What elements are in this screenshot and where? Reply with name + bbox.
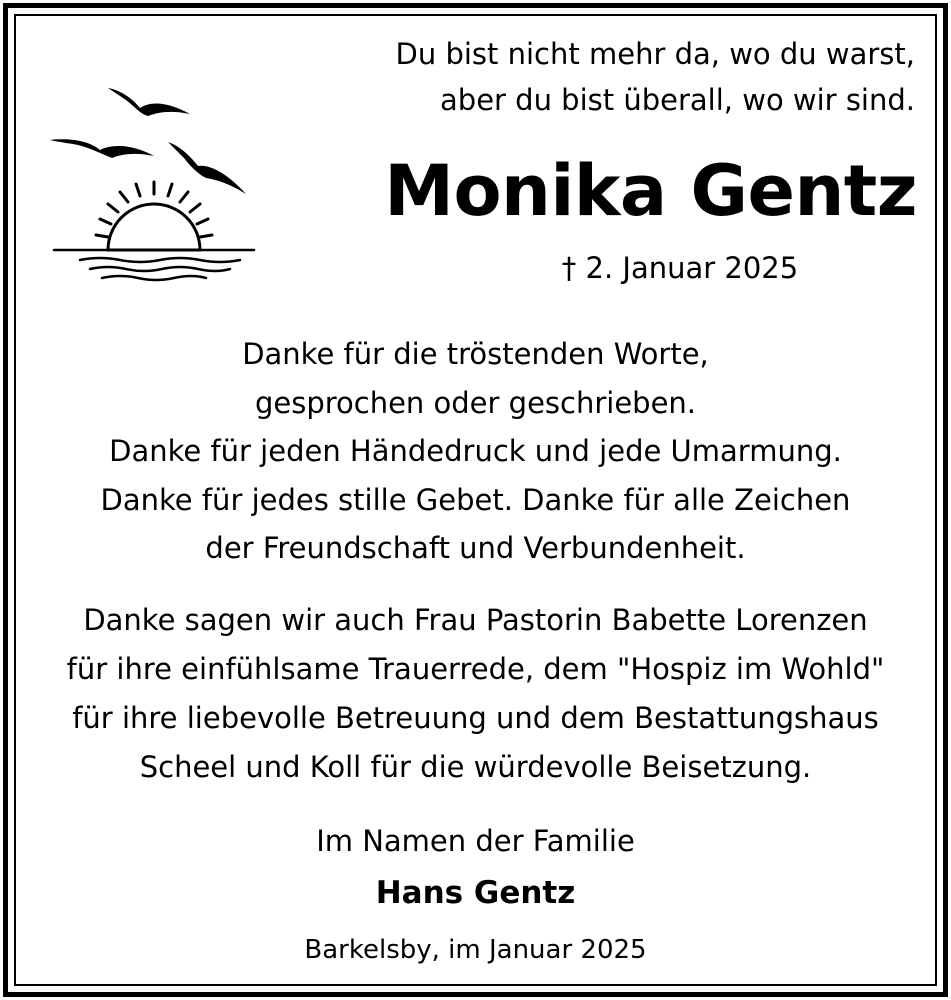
text-line: für ihre liebevolle Betreuung und dem Bestattungshaus xyxy=(72,701,879,735)
place-date: Barkelsby, im Januar 2025 xyxy=(304,935,647,965)
motto-line: aber du bist überall, wo wir sind. xyxy=(440,83,915,117)
text-line: der Freundschaft und Verbundenheit. xyxy=(205,531,746,565)
text-line: Danke sagen wir auch Frau Pastorin Babette Lorenzen xyxy=(83,603,868,637)
birds-over-sunset-icon xyxy=(40,70,280,290)
bird-icon xyxy=(168,142,246,194)
text-line: Scheel und Koll für die würdevolle Beisetzung. xyxy=(139,750,812,784)
text-line: Danke für jedes stille Gebet. Danke für alle Zeichen xyxy=(100,482,851,517)
text-line: Danke für die tröstenden Worte, xyxy=(242,337,709,371)
motto-line: Du bist nicht mehr da, wo du warst, xyxy=(395,37,915,71)
text-line: für ihre einfühlsame Trauerrede, dem "Hospiz im Wohld" xyxy=(66,652,885,686)
bird-icon xyxy=(50,139,154,158)
thanks-paragraph xyxy=(20,330,931,573)
motto-quote xyxy=(396,31,915,123)
signer-name: Hans Gentz xyxy=(375,875,576,911)
acknowledgements-paragraph xyxy=(20,596,931,792)
sun-icon xyxy=(108,204,200,250)
on-behalf-line: Im Namen der Familie xyxy=(316,824,635,858)
text-line: Danke für jeden Händedruck und jede Umarmung. xyxy=(109,434,842,468)
death-date: † 2. Januar 2025 xyxy=(561,251,799,285)
deceased-name: Monika Gentz xyxy=(384,150,917,232)
text-line: gesprochen oder geschrieben. xyxy=(254,385,697,420)
bird-icon xyxy=(108,88,190,116)
